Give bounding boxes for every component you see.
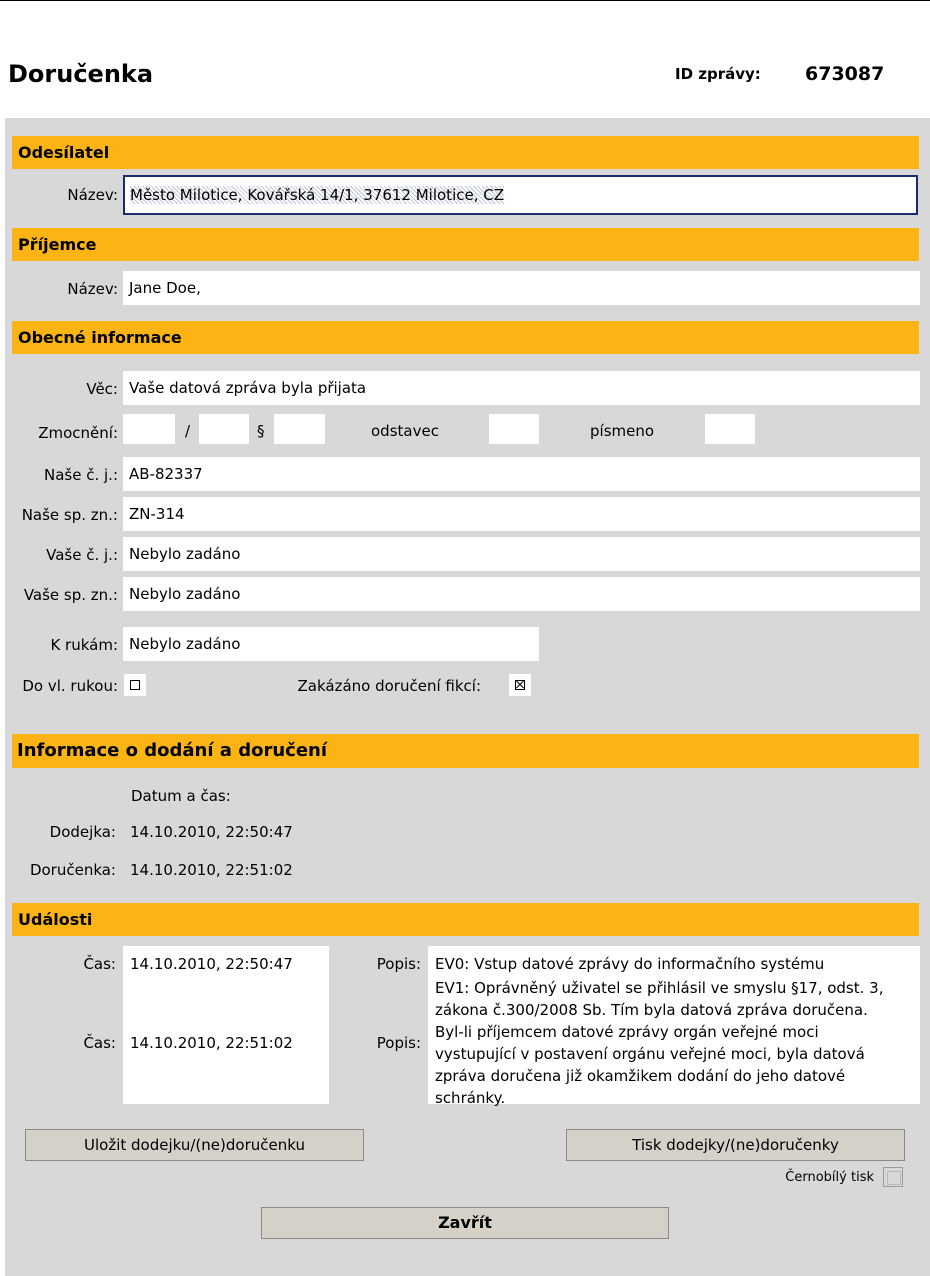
pismeno-label: písmeno — [590, 422, 655, 440]
recipient-name-field[interactable] — [123, 271, 920, 305]
your-ref-field[interactable] — [123, 537, 920, 571]
bw-print-checkbox[interactable] — [883, 1167, 903, 1187]
our-file-value: ZN-314 — [129, 505, 185, 523]
authorization-field-paragraph[interactable] — [274, 414, 325, 444]
our-ref-field[interactable] — [123, 457, 920, 491]
your-file-label: Vaše sp. zn.: — [23, 586, 118, 604]
event-desc-label: Popis: — [376, 955, 421, 973]
print-receipt-button[interactable]: Tisk dodejky/(ne)doručenky — [566, 1129, 905, 1161]
personal-delivery-label: Do vl. rukou: — [22, 677, 118, 695]
dodejka-value: 14.10.2010, 22:50:47 — [130, 823, 293, 841]
recipient-name-value: Jane Doe, — [129, 279, 201, 297]
your-ref-value: Nebylo zadáno — [129, 545, 241, 563]
sender-name-field[interactable] — [123, 175, 918, 215]
dorucenka-value: 14.10.2010, 22:51:02 — [130, 861, 293, 879]
event-time-value: 14.10.2010, 22:50:47 — [130, 955, 293, 973]
our-file-field[interactable] — [123, 497, 920, 531]
section-delivery — [12, 734, 919, 768]
event-desc-line: schránky. — [435, 1089, 506, 1107]
section-events-title: Události — [18, 910, 93, 929]
authorization-label: Zmocnění: — [38, 424, 118, 442]
personal-delivery-checkbox[interactable] — [124, 674, 146, 696]
odstavec-label: odstavec — [371, 422, 439, 440]
subject-label: Věc: — [86, 380, 118, 398]
attention-field[interactable] — [123, 627, 539, 661]
section-recipient-title: Příjemce — [18, 235, 97, 254]
close-button[interactable]: Zavřít — [261, 1207, 669, 1239]
pismeno-field[interactable] — [705, 414, 755, 444]
our-file-label: Naše sp. zn.: — [21, 506, 118, 524]
section-delivery-title: Informace o dodání a doručení — [17, 740, 328, 761]
save-receipt-button[interactable]: Uložit dodejku/(ne)doručenku — [25, 1129, 364, 1161]
checkbox-checked-icon — [515, 680, 525, 690]
paragraph-sign: § — [257, 422, 265, 440]
datetime-header: Datum a čas: — [131, 787, 231, 805]
checkbox-unchecked-icon — [130, 680, 140, 690]
fiction-forbidden-checkbox[interactable] — [509, 674, 531, 696]
checkbox-unchecked-icon — [887, 1171, 901, 1185]
event-description — [435, 977, 915, 1109]
event-description — [435, 953, 915, 975]
authorization-slash: / — [185, 422, 191, 440]
dorucenka-label: Doručenka: — [29, 861, 116, 879]
authorization-field-1[interactable] — [123, 414, 175, 444]
odstavec-field[interactable] — [489, 414, 539, 444]
event-desc-line: vystupující v postavení orgánu veřejné moci, byla datová — [435, 1045, 865, 1063]
recipient-name-label: Název: — [67, 280, 118, 298]
fiction-forbidden-label: Zakázáno doručení fikcí: — [297, 677, 481, 695]
sender-name-label: Název: — [67, 186, 118, 204]
event-desc-line: zákona č.300/2008 Sb. Tím byla datová zpráva doručena. — [435, 1001, 868, 1019]
event-desc-line: EV1: Oprávněný uživatel se přihlásil ve smyslu §17, odst. 3, — [435, 979, 884, 997]
section-recipient — [12, 228, 919, 261]
our-ref-value: AB-82337 — [129, 465, 203, 483]
section-general-title: Obecné informace — [18, 328, 182, 347]
section-events — [12, 903, 919, 936]
authorization-field-2[interactable] — [199, 414, 249, 444]
section-sender-title: Odesílatel — [18, 143, 110, 162]
your-ref-label: Vaše č. j.: — [46, 546, 118, 564]
your-file-field[interactable] — [123, 577, 920, 611]
attention-value: Nebylo zadáno — [129, 635, 241, 653]
page-title: Doručenka — [8, 60, 154, 88]
section-general — [12, 321, 919, 354]
section-sender — [12, 136, 919, 169]
sender-name-value: Město Milotice, Kovářská 14/1, 37612 Milotice, CZ — [130, 186, 504, 204]
event-desc-line: Byl-li příjemcem datové zprávy orgán veřejné moci — [435, 1023, 819, 1041]
event-time-value: 14.10.2010, 22:51:02 — [130, 1034, 293, 1052]
our-ref-label: Naše č. j.: — [44, 466, 118, 484]
your-file-value: Nebylo zadáno — [129, 585, 241, 603]
event-desc-label: Popis: — [376, 1034, 421, 1052]
message-id-value: 673087 — [805, 63, 885, 85]
subject-field[interactable] — [123, 371, 920, 405]
event-time-label: Čas: — [83, 1034, 116, 1052]
attention-label: K rukám: — [50, 636, 118, 654]
dodejka-label: Dodejka: — [49, 823, 116, 841]
bw-print-label: Černobílý tisk — [785, 1170, 874, 1185]
top-border — [0, 0, 930, 1]
event-desc-line: EV0: Vstup datové zprávy do informačního systému — [435, 955, 825, 973]
event-time-label: Čas: — [83, 955, 116, 973]
subject-value: Vaše datová zpráva byla přijata — [129, 379, 367, 397]
event-desc-line: zpráva doručena již okamžikem dodání do jeho datové — [435, 1067, 846, 1085]
message-id-label: ID zprávy: — [675, 65, 761, 83]
